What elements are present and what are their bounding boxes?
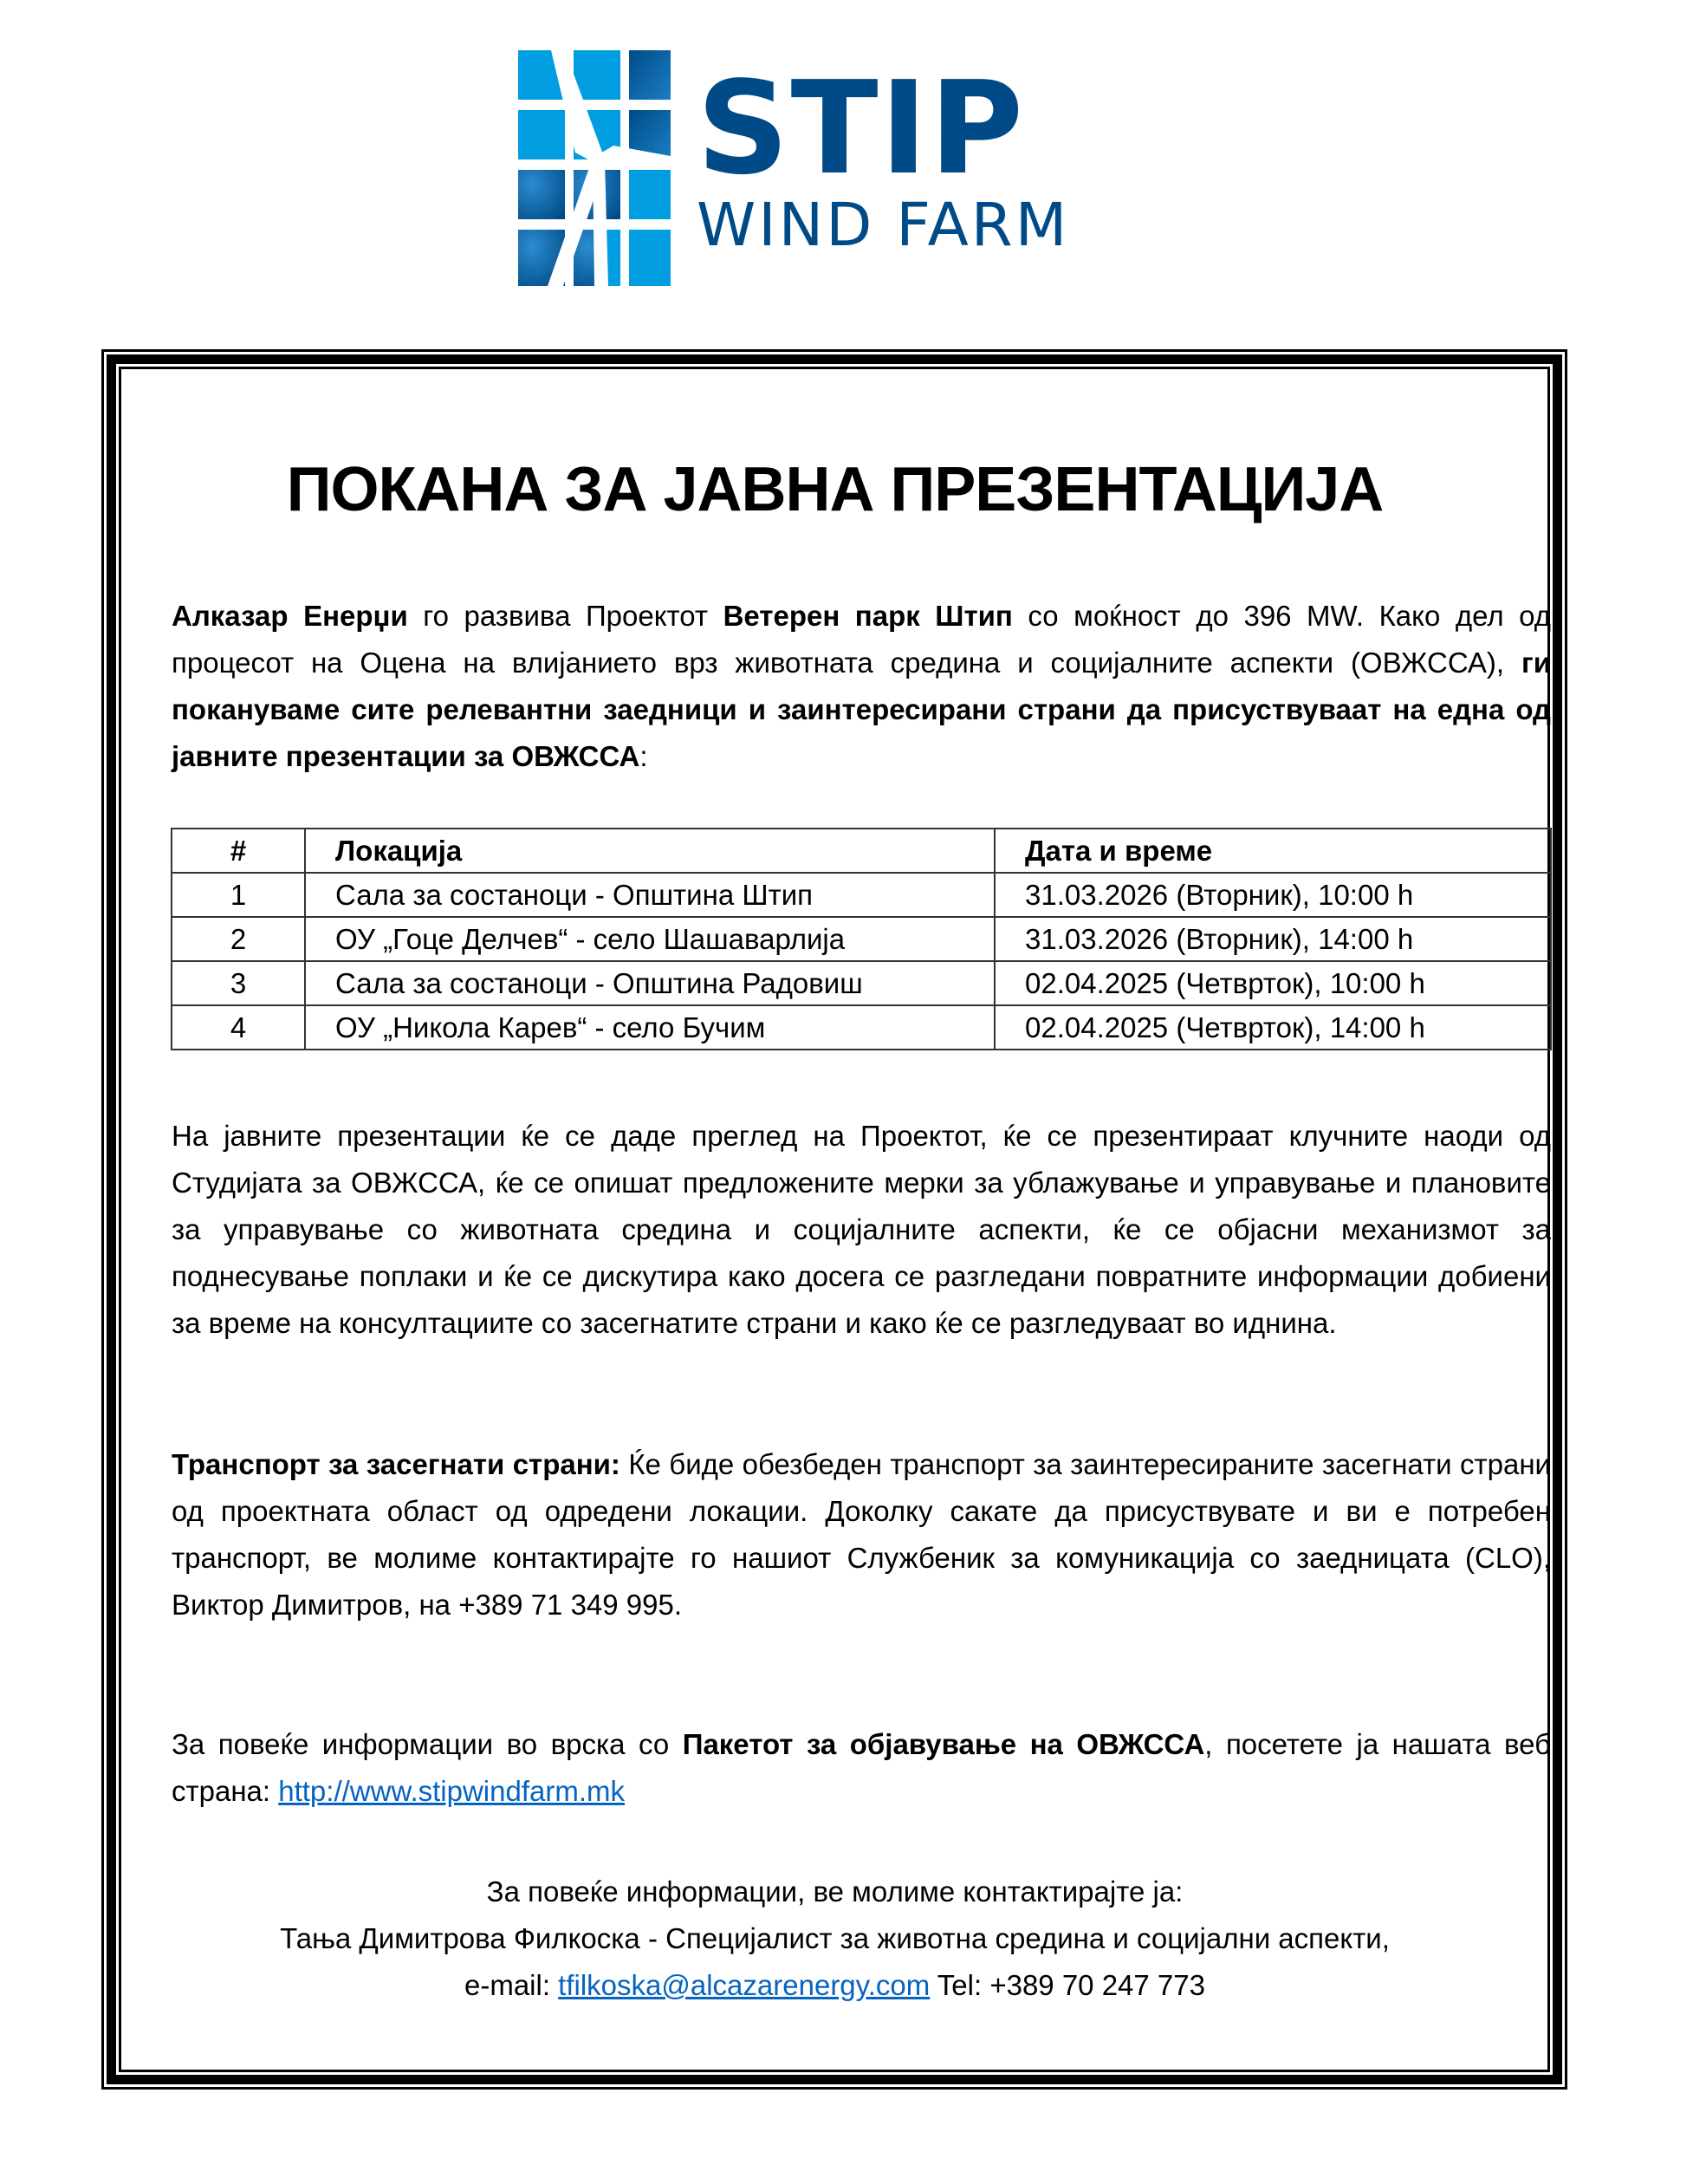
table-row [172,873,1551,917]
transport-paragraph [172,1441,1551,1628]
website-link[interactable]: http://www.stipwindfarm.mk [278,1775,626,1807]
row-number: 4 [172,1005,305,1050]
contact-person: Тања Димитрова Филкоска - Специјалист за животна средина и социјални аспекти, [280,1922,1390,1954]
disclosure-package-paragraph [172,1721,1551,1815]
transport-text: Ќе биде обезбеден транспорт за заинтересираните засегнати страни од проектната област од одредени локации. Доколку сакате да присуствувате и ви е потребен транспорт, ве молиме контактирајте го нашиот Службеник за комуникација со заедницата (CLO), Виктор Димитров, на +389 71 349 995. [172,1448,1551,1621]
row-datetime: 02.04.2025 (Четврток), 10:00 h [995,961,1551,1005]
intro-text-2: со моќност до 396 MW. Како дел од процесот на Оцена на влијанието врз животната средина и социјалните аспекти (ОВЖССА), [172,600,1552,679]
project-name: Ветерен парк Штип [723,600,1013,632]
logo-title: STIP [697,54,1026,203]
table-row [172,1005,1551,1050]
header-datetime: Дата и време [995,829,1551,873]
email-link[interactable]: tfilkoska@alcazarenergy.com [558,1969,931,2001]
row-datetime: 31.03.2026 (Вторник), 10:00 h [995,873,1551,917]
table-header-row [172,829,1551,873]
phone-number: Tel: +389 70 247 773 [930,1969,1205,2001]
row-location: Сала за состаноци - Општина Радовиш [305,961,995,1005]
contact-details [119,1962,1551,2009]
invitation-text: ги покануваме сите релевантни заедници и заинтересирани страни да присуствуваат на една од јавните презентации за ОВЖССА [172,647,1551,772]
package-text-2: , посетете ја нашата веб страна: [172,1728,1551,1807]
email-label: e-mail: [464,1969,559,2001]
row-datetime: 02.04.2025 (Четврток), 14:00 h [995,1005,1551,1050]
row-location: ОУ „Никола Карев“ - село Бучим [305,1005,995,1050]
logo-subtitle: WIND FARM [697,191,1070,260]
contact-block [119,1869,1551,2009]
table-row [172,917,1551,961]
intro-paragraph [172,593,1551,780]
row-number: 1 [172,873,305,917]
presentation-schedule-table [171,828,1552,1050]
package-text-1: За повеќе информации во врска со [172,1728,683,1760]
row-datetime: 31.03.2026 (Вторник), 14:00 h [995,917,1551,961]
stip-wind-farm-logo [518,50,1194,289]
document-title: ПОКАНА ЗА ЈАВНА ПРЕЗЕНТАЦИЈА [286,455,1384,524]
row-location: ОУ „Гоце Делчев“ - село Шашаварлија [305,917,995,961]
intro-text-1: го развива Проектот [407,600,723,632]
row-number: 3 [172,961,305,1005]
package-name: Пакетот за објавување на ОВЖССА [682,1728,1205,1760]
contact-intro: За повеќе информации, ве молиме контактирајте ја: [486,1875,1184,1908]
logo-wordmark [697,54,1070,260]
intro-colon: : [639,740,648,772]
wind-turbine-grid-icon [518,50,671,286]
header-number: # [172,829,305,873]
overview-paragraph: На јавните презентации ќе се даде преглед на Проектот, ќе се презентираат клучните наоди од Студијата за ОВЖССА, ќе се опишат предложените мерки за ублажување и управување и плановите за управување со животната средина и социјалните аспекти, ќе се објасни механизмот за поднесување поплаки и ќе се дискутира како досега се разгледани повратните информации добиени за време на консултациите со засегнатите страни и како ќе се разгледуваат во иднина. [172,1120,1551,1339]
table-row [172,961,1551,1005]
row-location: Сала за состаноци - Општина Штип [305,873,995,917]
company-name: Алказар Енерџи [172,600,408,632]
row-number: 2 [172,917,305,961]
transport-label: Транспорт за засегнати страни: [172,1448,620,1480]
header-location: Локација [305,829,995,873]
